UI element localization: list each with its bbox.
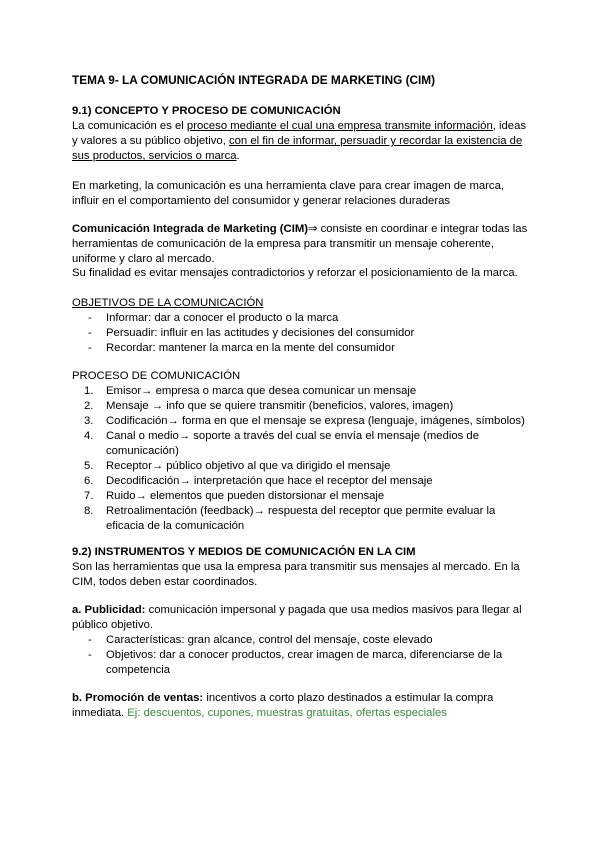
list-item	[72, 399, 534, 414]
instrumentos-intro: Son las herramientas que usa la empresa para transmitir sus mensajes al mercado. En la CIM, todos deben estar coordinados.	[72, 561, 520, 588]
concept-underlined-definition: proceso mediante el cual una empresa transmite información	[186, 120, 493, 132]
cim-term: Comunicación Integrada de Marketing (CIM)	[72, 223, 309, 235]
number-marker: 2.	[84, 400, 94, 412]
list-item	[72, 633, 534, 648]
publicidad-term: a. Publicidad:	[72, 604, 146, 616]
list-item-text: Decodificación→ interpretación que hace el receptor del mensaje	[106, 475, 433, 487]
list-item-text: Codificación→ forma en que el mensaje se expresa (lenguaje, imágenes, símbolos)	[106, 415, 525, 427]
section-heading-9-2: 9.2) INSTRUMENTOS Y MEDIOS DE COMUNICACIÓN EN LA CIM	[72, 546, 416, 558]
promocion-paragraph	[72, 691, 534, 721]
dash-marker: -	[88, 327, 92, 339]
number-marker: 7.	[84, 490, 94, 502]
list-item-text: Retroalimentación (feedback)→ respuesta del receptor que permite evaluar la eficacia de la comunicación	[106, 505, 496, 532]
number-marker: 5.	[84, 460, 94, 472]
list-item	[72, 311, 534, 326]
list-item-text: Ruido→ elementos que pueden distorsionar el mensaje	[106, 490, 385, 502]
promocion-example: Ej: descuentos, cupones, muestras gratuitas, ofertas especiales	[127, 707, 447, 719]
list-item	[72, 474, 534, 489]
list-item-text: Objetivos: dar a conocer productos, crear imagen de marca, diferenciarse de la competencia	[106, 649, 503, 676]
number-marker: 3.	[84, 415, 94, 427]
publicidad-definition: comunicación impersonal y pagada que usa medios masivos para llegar al público objetivo.	[72, 604, 522, 631]
list-item	[72, 326, 534, 341]
cim-definition: ⇒ consiste en coordinar e integrar todas las herramientas de comunicación de la empresa para transmitir un mensaje coherente, uniforme y claro al mercado.	[72, 223, 528, 265]
number-marker: 4.	[84, 430, 94, 442]
number-marker: 6.	[84, 475, 94, 487]
list-item-text: Informar: dar a conocer el producto o la marca	[106, 312, 339, 324]
publicidad-paragraph	[72, 603, 534, 633]
number-marker: 1.	[84, 385, 94, 397]
promocion-definition: incentivos a corto plazo destinados a estimular la compra inmediata.	[72, 692, 494, 719]
cim-paragraph	[72, 222, 534, 267]
list-item-text: Emisor→ empresa o marca que desea comunicar un mensaje	[106, 385, 417, 397]
objetivos-list	[72, 311, 534, 356]
section-heading-9-1: 9.1) CONCEPTO Y PROCESO DE COMUNICACIÓN	[72, 105, 341, 117]
list-item-text: Características: gran alcance, control del mensaje, coste elevado	[106, 634, 433, 646]
marketing-paragraph: En marketing, la comunicación es una herramienta clave para crear imagen de marca, influir en el comportamiento del consumidor y generar relaciones duraderas	[72, 180, 505, 207]
list-item-text: Recordar: mantener la marca en la mente del consumidor	[106, 342, 395, 354]
dash-marker: -	[88, 342, 92, 354]
concept-text-e: .	[236, 150, 240, 162]
proceso-heading: PROCESO DE COMUNICACIÓN	[72, 370, 241, 382]
concept-paragraph	[72, 119, 534, 164]
list-item-text: Persuadir: influir en las actitudes y decisiones del consumidor	[106, 327, 415, 339]
list-item	[72, 414, 534, 429]
cim-purpose-paragraph: Su finalidad es evitar mensajes contradictorios y reforzar el posicionamiento de la marca.	[72, 267, 518, 279]
list-item	[72, 341, 534, 356]
list-item-text: Mensaje → info que se quiere transmitir (beneficios, valores, imagen)	[106, 400, 454, 412]
concept-underlined-purpose: con el fin de informar, persuadir y recordar la existencia de sus productos, servicios o marca	[72, 135, 523, 162]
objetivos-heading: OBJETIVOS DE LA COMUNICACIÓN	[72, 297, 264, 309]
dash-marker: -	[88, 649, 92, 661]
list-item	[72, 429, 534, 459]
proceso-list	[72, 384, 534, 534]
list-item	[72, 459, 534, 474]
dash-marker: -	[88, 312, 92, 324]
concept-text-c: , ideas y valores a su público objetivo,	[72, 120, 527, 147]
list-item-text: Canal o medio→ soporte a través del cual se envía el mensaje (medios de comunicación)	[106, 430, 479, 457]
list-item	[72, 648, 534, 678]
list-item	[72, 489, 534, 504]
page-title: TEMA 9- LA COMUNICACIÓN INTEGRADA DE MARKETING (CIM)	[72, 73, 436, 87]
concept-text-a: La comunicación es el	[72, 120, 187, 132]
dash-marker: -	[88, 634, 92, 646]
list-item	[72, 504, 534, 534]
promocion-term: b. Promoción de ventas:	[72, 692, 204, 704]
number-marker: 8.	[84, 505, 94, 517]
publicidad-list	[72, 633, 534, 678]
list-item	[72, 384, 534, 399]
list-item-text: Receptor→ público objetivo al que va dirigido el mensaje	[106, 460, 391, 472]
